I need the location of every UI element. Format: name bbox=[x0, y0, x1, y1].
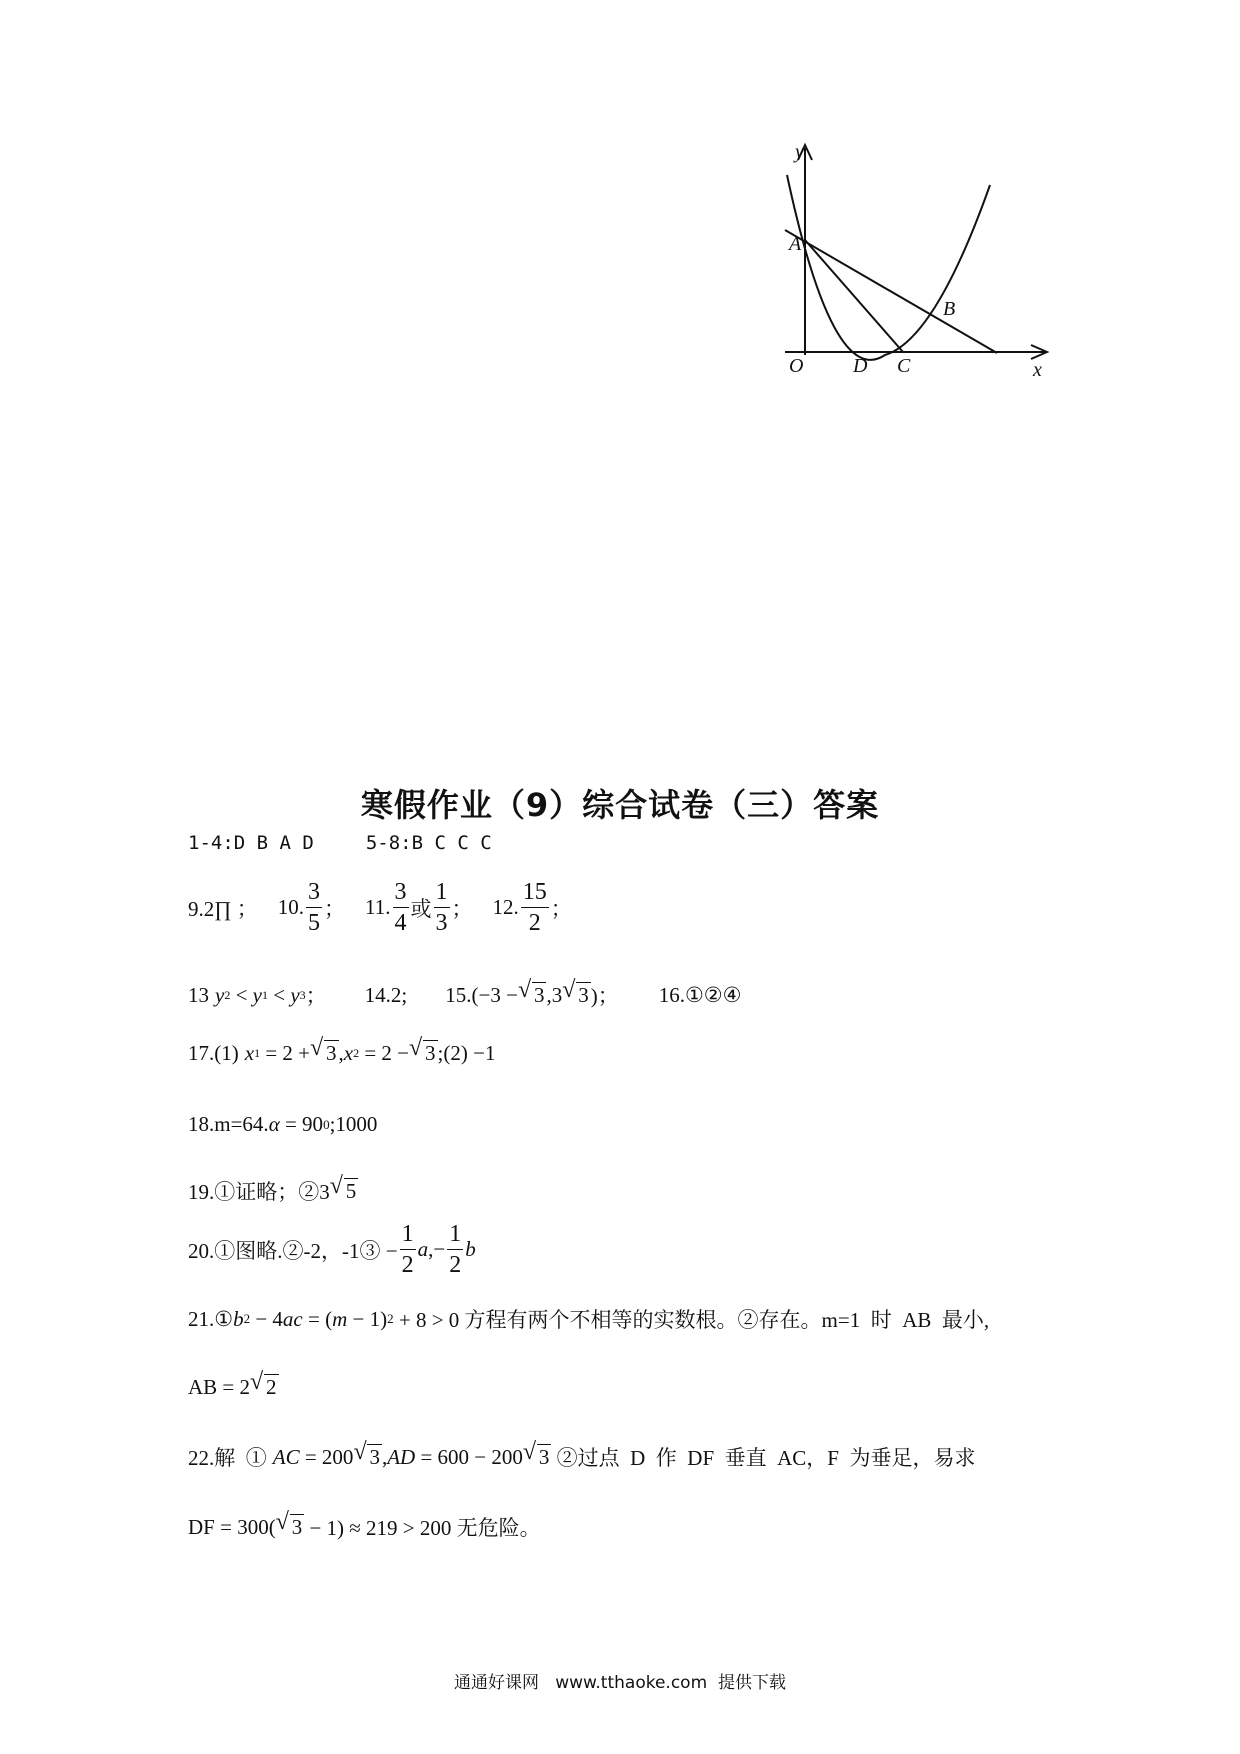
answer-1-4: 1-4:D B A D bbox=[188, 832, 314, 854]
answers-1-8 bbox=[188, 832, 492, 854]
answer-19-text: 19.①证略；②3 bbox=[188, 1180, 330, 1204]
sqrt-3: √ 3 bbox=[367, 1444, 382, 1470]
denominator: 2 bbox=[528, 910, 541, 936]
numerator: 1 bbox=[434, 880, 450, 908]
answer-17-label: 17.(1) bbox=[188, 1040, 239, 1065]
label-c: C bbox=[897, 355, 911, 377]
comma: , bbox=[381, 1444, 388, 1469]
geometry-diagram bbox=[765, 140, 1065, 390]
answer-21 bbox=[188, 1304, 989, 1334]
var-alpha: α bbox=[268, 1112, 280, 1136]
answer-13-label: 13 bbox=[188, 982, 209, 1007]
answer-22-df: DF = 300( bbox=[188, 1514, 276, 1539]
numerator: 15 bbox=[521, 880, 549, 908]
answer-11-label: 11. bbox=[365, 895, 391, 919]
answer-11-fraction-a bbox=[393, 880, 409, 935]
answer-5-8: 5-8:B C C C bbox=[365, 832, 492, 854]
sqrt-2: √ 2 bbox=[264, 1374, 279, 1400]
superscript: 2 bbox=[387, 1311, 394, 1326]
expr: = 90 bbox=[279, 1112, 324, 1136]
denominator: 4 bbox=[394, 910, 407, 936]
separator: ； bbox=[305, 984, 327, 1008]
separator: ； bbox=[451, 896, 473, 921]
page-footer: 通通好课网 www.tthaoke.com 提供下载 bbox=[454, 1673, 786, 1693]
answer-10-label: 10. bbox=[277, 895, 305, 919]
answer-14: 14.2; bbox=[364, 982, 408, 1007]
page-title: 寒假作业（9）综合试卷（三）答案 bbox=[360, 786, 880, 824]
answer-12-fraction bbox=[521, 880, 549, 935]
var-m: m bbox=[332, 1306, 348, 1331]
var-a: a bbox=[417, 1237, 429, 1261]
less-than: < bbox=[268, 982, 291, 1007]
answer-19 bbox=[188, 1176, 358, 1206]
expr: − 1) bbox=[347, 1306, 388, 1331]
subscript: 2 bbox=[224, 987, 231, 1002]
answers-9-12 bbox=[188, 880, 572, 935]
or-text: 或 bbox=[410, 896, 432, 921]
label-x: x bbox=[1033, 359, 1042, 381]
denominator: 2 bbox=[449, 1252, 462, 1278]
denominator: 2 bbox=[401, 1252, 414, 1278]
answer-16: 16.①②④ bbox=[658, 982, 742, 1007]
subscript: 1 bbox=[262, 987, 268, 1002]
sqrt-3: √ 3 bbox=[537, 1444, 552, 1470]
separator: ； bbox=[324, 896, 346, 921]
expr: = 2 − bbox=[359, 1040, 410, 1065]
sqrt-3: √ 3 bbox=[532, 982, 547, 1008]
expr: = 600 − 200 bbox=[415, 1444, 523, 1469]
superscript: 0 bbox=[323, 1116, 330, 1132]
answer-22 bbox=[188, 1442, 976, 1472]
var-ad: AD bbox=[387, 1444, 416, 1469]
label-d: D bbox=[853, 355, 868, 377]
denominator: 3 bbox=[435, 910, 448, 936]
answer-15-suffix: )； bbox=[590, 984, 619, 1008]
var-x: x bbox=[343, 1040, 354, 1065]
var-b: b bbox=[233, 1306, 244, 1331]
separator: ； bbox=[550, 896, 572, 921]
answer-18-label: 18.m=64. bbox=[188, 1112, 269, 1136]
answers-13-16 bbox=[188, 980, 741, 1010]
label-y: y bbox=[795, 141, 804, 163]
expr: = 200 bbox=[299, 1444, 354, 1469]
numerator: 3 bbox=[306, 880, 322, 908]
sqrt-5: √ 5 bbox=[344, 1178, 359, 1204]
answer-20 bbox=[188, 1222, 476, 1277]
answer-12-label: 12. bbox=[492, 895, 519, 919]
sqrt-3: √ 3 bbox=[576, 982, 591, 1008]
answer-20-text: 20.①图略.②-2，-1③ − bbox=[188, 1238, 398, 1263]
comma: , bbox=[338, 1040, 344, 1065]
var-x: x bbox=[244, 1040, 255, 1065]
answer-20-fraction-b bbox=[447, 1222, 463, 1277]
answer-21-text: + 8 > 0 方程有两个不相等的实数根。②存在。m=1 时 AB 最小, bbox=[393, 1308, 990, 1332]
answer-20-fraction-a bbox=[400, 1222, 416, 1277]
less-than: < bbox=[230, 982, 253, 1007]
var-ac: AC bbox=[272, 1444, 300, 1469]
expr: = 2 + bbox=[260, 1040, 311, 1065]
sqrt-3: √ 3 bbox=[423, 1040, 438, 1066]
var-y: y bbox=[215, 982, 225, 1007]
var-b: b bbox=[465, 1237, 476, 1261]
denominator: 5 bbox=[308, 910, 321, 936]
expr: − 4 bbox=[250, 1306, 283, 1331]
answer-22-label: 22.解 ① bbox=[188, 1446, 267, 1470]
answer-22-text: ②过点 D 作 DF 垂直 AC，F 为垂足，易求 bbox=[551, 1446, 976, 1470]
answer-21-line2 bbox=[188, 1374, 279, 1400]
label-o: O bbox=[789, 355, 804, 377]
var-ac: ac bbox=[282, 1306, 303, 1331]
answer-15-label: 15.(−3 − bbox=[445, 982, 518, 1007]
separator: ,− bbox=[428, 1237, 446, 1261]
answer-21-label: 21.① bbox=[188, 1306, 234, 1331]
answer-15-mid: ,3 bbox=[546, 982, 563, 1007]
answer-11-fraction-b bbox=[434, 880, 450, 935]
answer-17-part2: ;(2) −1 bbox=[437, 1040, 496, 1065]
answer-21-ab: AB = 2 bbox=[188, 1374, 251, 1399]
answer-18 bbox=[188, 1112, 377, 1137]
answer-10-fraction bbox=[306, 880, 322, 935]
sqrt-3: √ 3 bbox=[324, 1040, 339, 1066]
numerator: 3 bbox=[393, 880, 409, 908]
numerator: 1 bbox=[400, 1222, 416, 1250]
label-b: B bbox=[943, 298, 956, 320]
subscript: 3 bbox=[299, 987, 306, 1002]
answer-22-line2 bbox=[188, 1512, 541, 1542]
answer-18-suffix: ;1000 bbox=[329, 1112, 378, 1136]
parabola-figure bbox=[765, 140, 1065, 390]
answer-22-conclusion: − 1) ≈ 219 > 200 无危险。 bbox=[304, 1516, 541, 1540]
var-y: y bbox=[252, 982, 262, 1007]
sqrt-3: √ 3 bbox=[290, 1514, 305, 1540]
subscript: 2 bbox=[353, 1045, 360, 1060]
superscript: 2 bbox=[243, 1311, 251, 1326]
answer-9: 9.2∏ ； bbox=[188, 896, 258, 921]
answer-17 bbox=[188, 1040, 495, 1066]
subscript: 1 bbox=[254, 1045, 261, 1060]
label-a: A bbox=[789, 233, 802, 255]
expr: = ( bbox=[302, 1306, 333, 1331]
var-y: y bbox=[290, 982, 300, 1007]
numerator: 1 bbox=[447, 1222, 463, 1250]
